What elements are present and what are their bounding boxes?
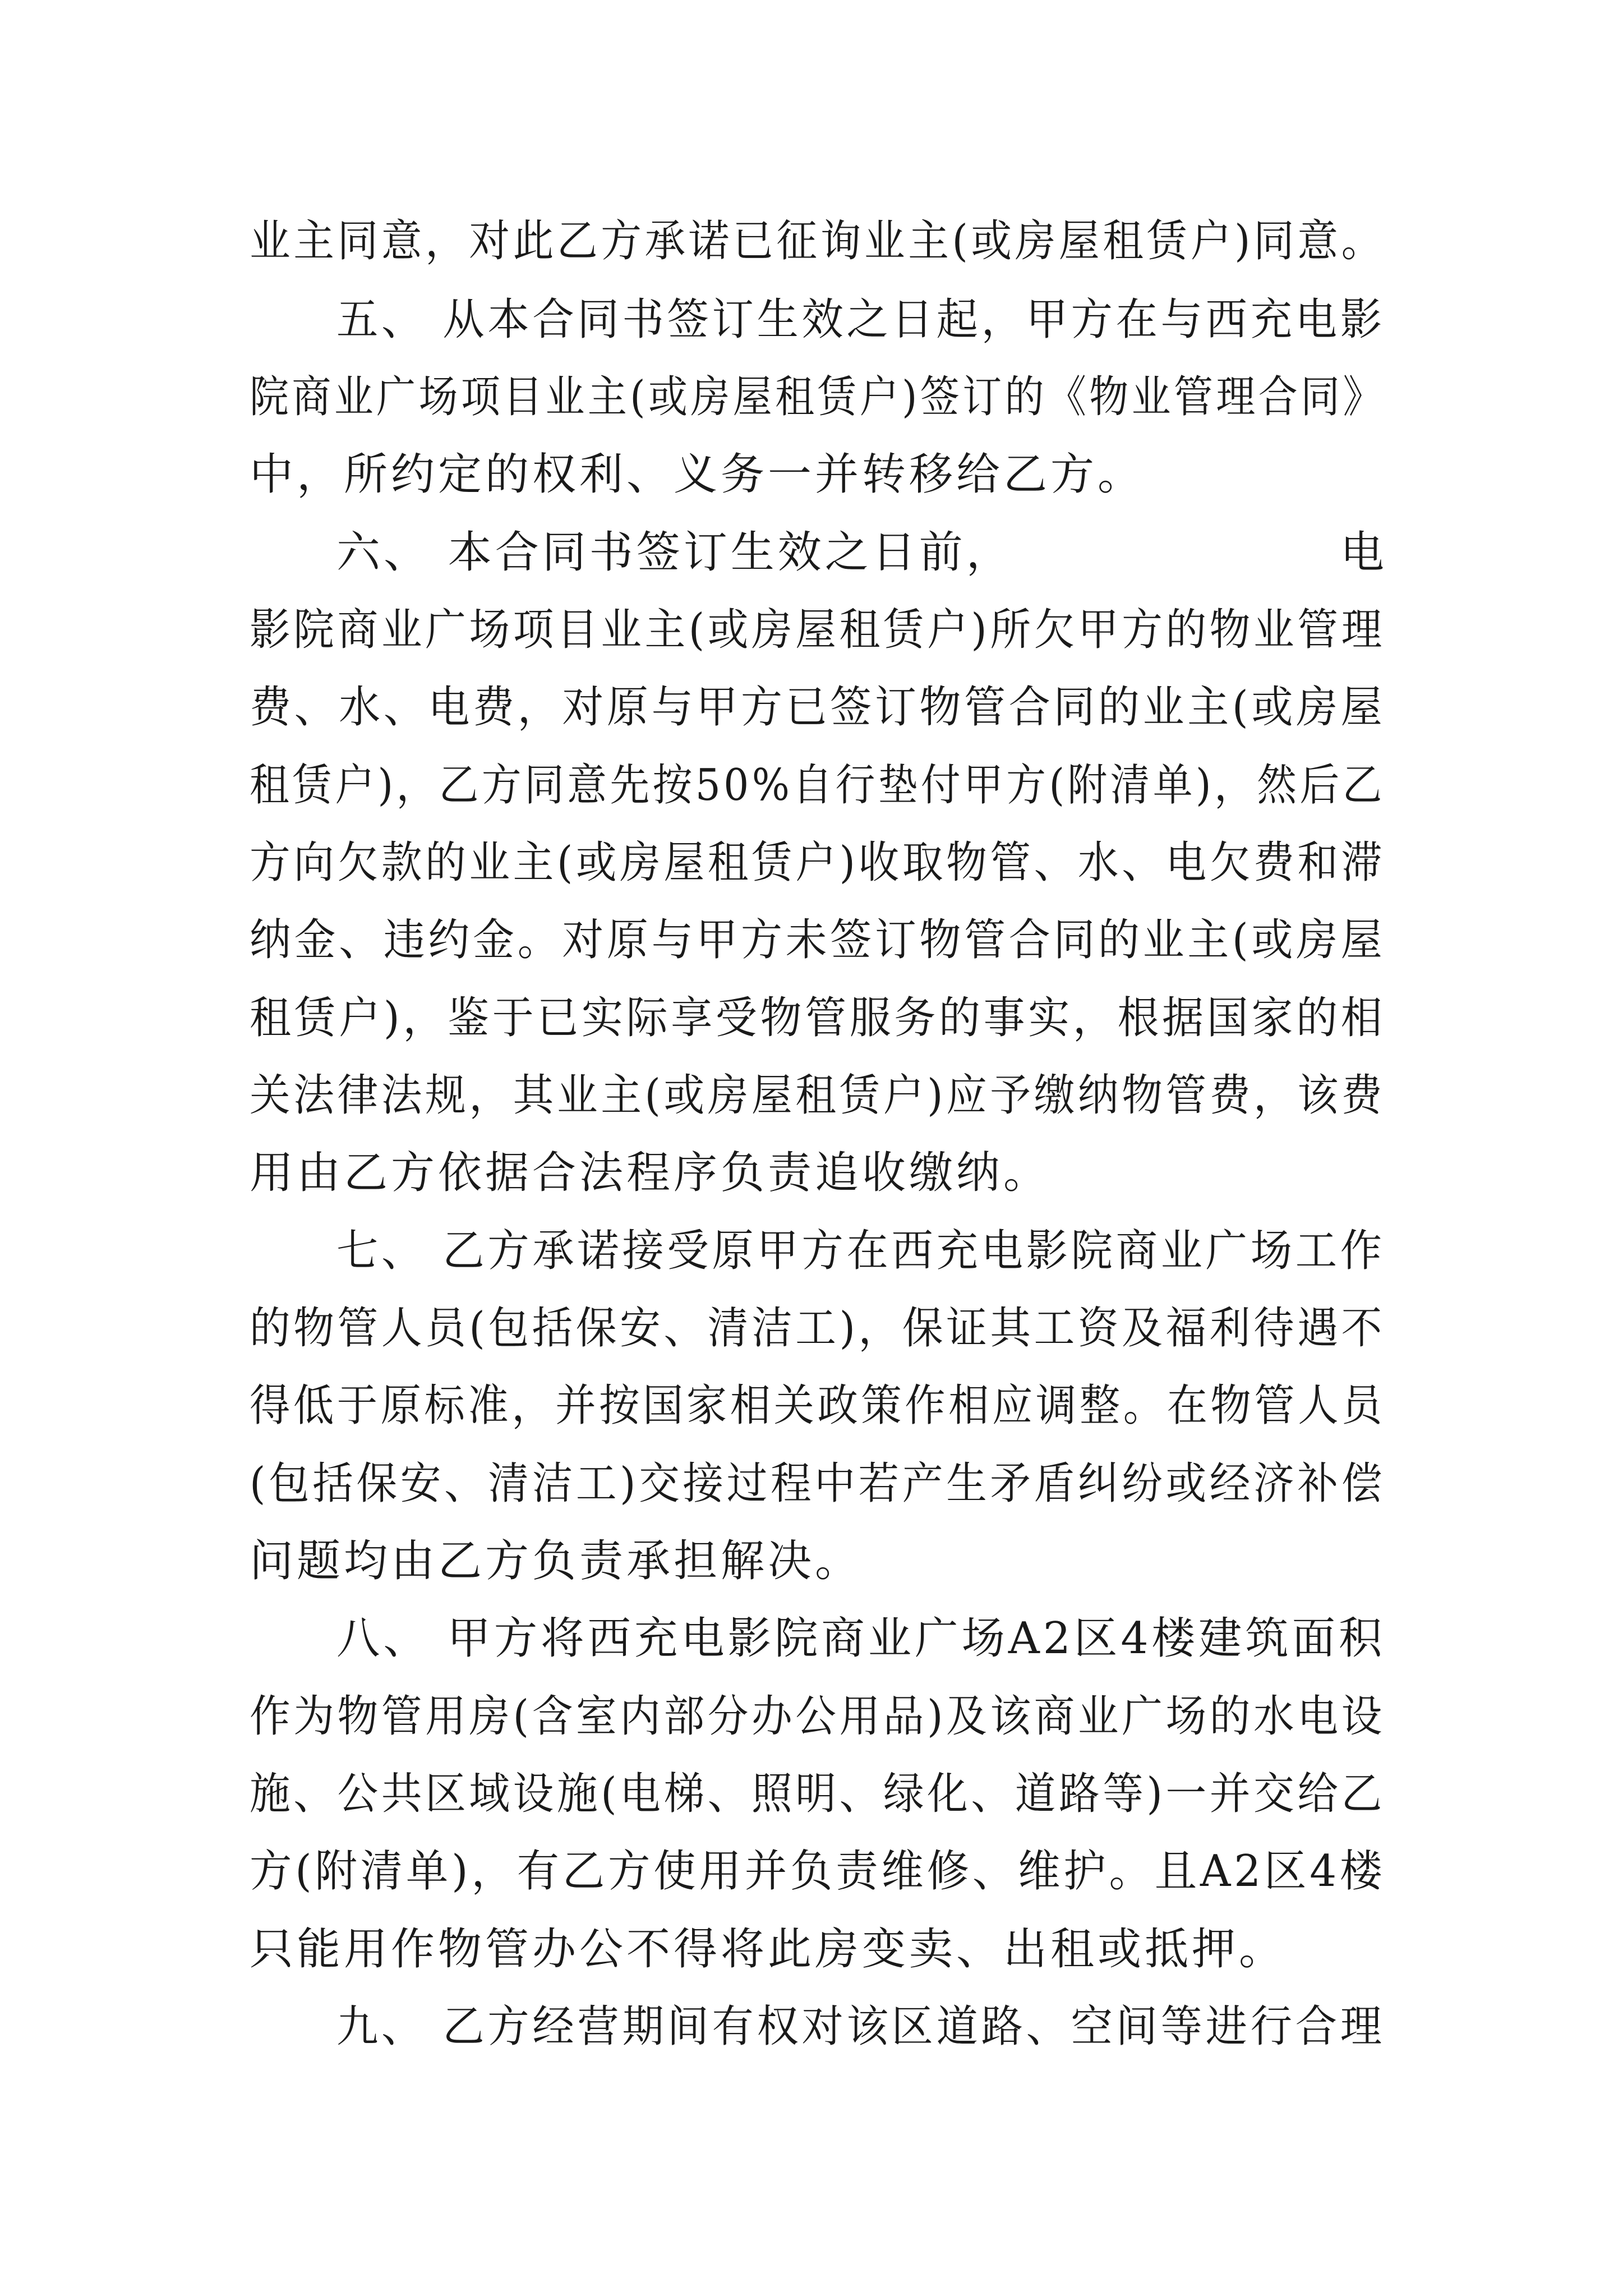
text-line-12: 关法律法规，其业主(或房屋租赁户)应予缴纳物管费，该费 xyxy=(250,1070,1385,1121)
clause-8-heading-line: 八、 甲方将西充电影院商业广场A2区4楼建筑面积 xyxy=(336,1613,1386,1664)
text-line-17: (包括保安、清洁工)交接过程中若产生矛盾纠纷或经济补偿 xyxy=(250,1458,1385,1509)
text-line-18: 问题均由乙方负责承担解决。 xyxy=(250,1536,863,1586)
clause-6-heading-line: 六、 本合同书签订生效之日前， xyxy=(336,527,1013,578)
text-line-9: 方向欠款的业主(或房屋租赁户)收取物管、水、电欠费和滞 xyxy=(250,838,1385,888)
text-line-20: 作为物管用房(含室内部分办公用品)及该商业广场的水电设 xyxy=(250,1691,1385,1742)
text-line-4: 中，所约定的权利、义务一并转移给乙方。 xyxy=(250,449,1145,500)
text-line-1: 业主同意，对此乙方承诺已征询业主(或房屋租赁户)同意。 xyxy=(250,216,1385,266)
text-line-8: 租赁户)，乙方同意先按50%自行垫付甲方(附清单)，然后乙 xyxy=(250,760,1385,811)
text-line-22: 方(附清单)，有乙方使用并负责维修、维护。且A2区4楼 xyxy=(250,1846,1386,1897)
text-line-23: 只能用作物管办公不得将此房变卖、出租或抵押。 xyxy=(250,1924,1287,1975)
clause-6-trailing-char: 电 xyxy=(1340,527,1385,578)
clause-9-heading-line: 九、 乙方经营期间有权对该区道路、空间等进行合理 xyxy=(336,2001,1385,2052)
clause-7-heading-line: 七、 乙方承诺接受原甲方在西充电影院商业广场工作 xyxy=(336,1226,1385,1276)
text-line-21: 施、公共区域设施(电梯、照明、绿化、道路等)一并交给乙 xyxy=(250,1769,1385,1819)
text-line-10: 纳金、违约金。对原与甲方未签订物管合同的业主(或房屋 xyxy=(250,915,1386,965)
text-line-16: 得低于原标准，并按国家相关政策作相应调整。在物管人员 xyxy=(250,1381,1386,1431)
text-line-3: 院商业广场项目业主(或房屋租赁户)签订的《物业管理合同》 xyxy=(250,372,1385,422)
text-line-7: 费、水、电费，对原与甲方已签订物管合同的业主(或房屋 xyxy=(250,682,1386,733)
text-line-6: 影院商业广场项目业主(或房屋租赁户)所欠甲方的物业管理 xyxy=(250,605,1385,655)
text-line-13: 用由乙方依据合法程序负责追收缴纳。 xyxy=(250,1148,1051,1198)
text-line-11: 租赁户)，鉴于已实际享受物管服务的事实，根据国家的相 xyxy=(250,993,1386,1043)
text-line-15: 的物管人员(包括保安、清洁工)，保证其工资及福利待遇不 xyxy=(250,1303,1385,1354)
clause-5-heading-line: 五、 从本合同书签订生效之日起，甲方在与西充电影 xyxy=(336,295,1385,345)
